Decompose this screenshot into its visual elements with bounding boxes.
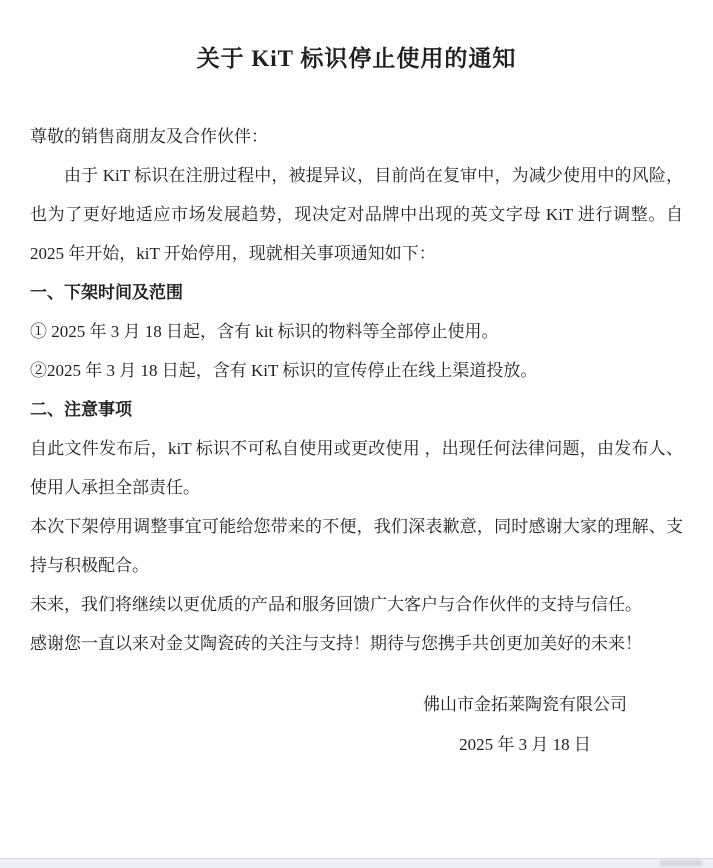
section1-item-1: ① 2025 年 3 月 18 日起，含有 kit 标识的物料等全部停止使用。 <box>30 322 499 341</box>
intro-paragraph: 由于 KiT 标识在注册过程中，被提异议，目前尚在复审中，为减少使用中的风险，也为了更好地适应市场发展趋势，现决定对品牌中出现的英文字母 KiT 进行调整。自 2025 年开始，kiT 开始停用，现就相关事项通知如下： <box>30 166 683 263</box>
document-title: 关于 KiT 标识停止使用的通知 <box>196 46 517 71</box>
signature-date: 2025 年 3 月 18 日 <box>459 735 591 754</box>
section2-paragraph-3: 未来，我们将继续以更优质的产品和服务回馈广大客户与合作伙伴的支持与信任。 <box>30 595 642 614</box>
section2-paragraph-4: 感谢您一直以来对金艾陶瓷砖的关注与支持！期待与您携手共创更加美好的未来！ <box>30 634 642 653</box>
signature-block <box>423 685 627 765</box>
section2-heading: 二、注意事项 <box>30 400 132 419</box>
taskbar-edge <box>0 858 713 868</box>
section1-heading: 一、下架时间及范围 <box>30 283 183 302</box>
section1-item-2: ②2025 年 3 月 18 日起，含有 KiT 标识的宣传停止在线上渠道投放。 <box>30 361 538 380</box>
section2-paragraph-2: 本次下架停用调整事宜可能给您带来的不便，我们深表歉意，同时感谢大家的理解、支持与积极配合。 <box>30 517 683 575</box>
section2-paragraph-1: 自此文件发布后，kiT 标识不可私自使用或更改使用 ，出现任何法律问题，由发布人、使用人承担全部责任。 <box>30 439 683 497</box>
signature-company: 佛山市金拓莱陶瓷有限公司 <box>423 695 627 714</box>
salutation-line: 尊敬的销售商朋友及合作伙伴： <box>30 127 268 146</box>
taskbar-edge-highlight <box>660 860 702 866</box>
